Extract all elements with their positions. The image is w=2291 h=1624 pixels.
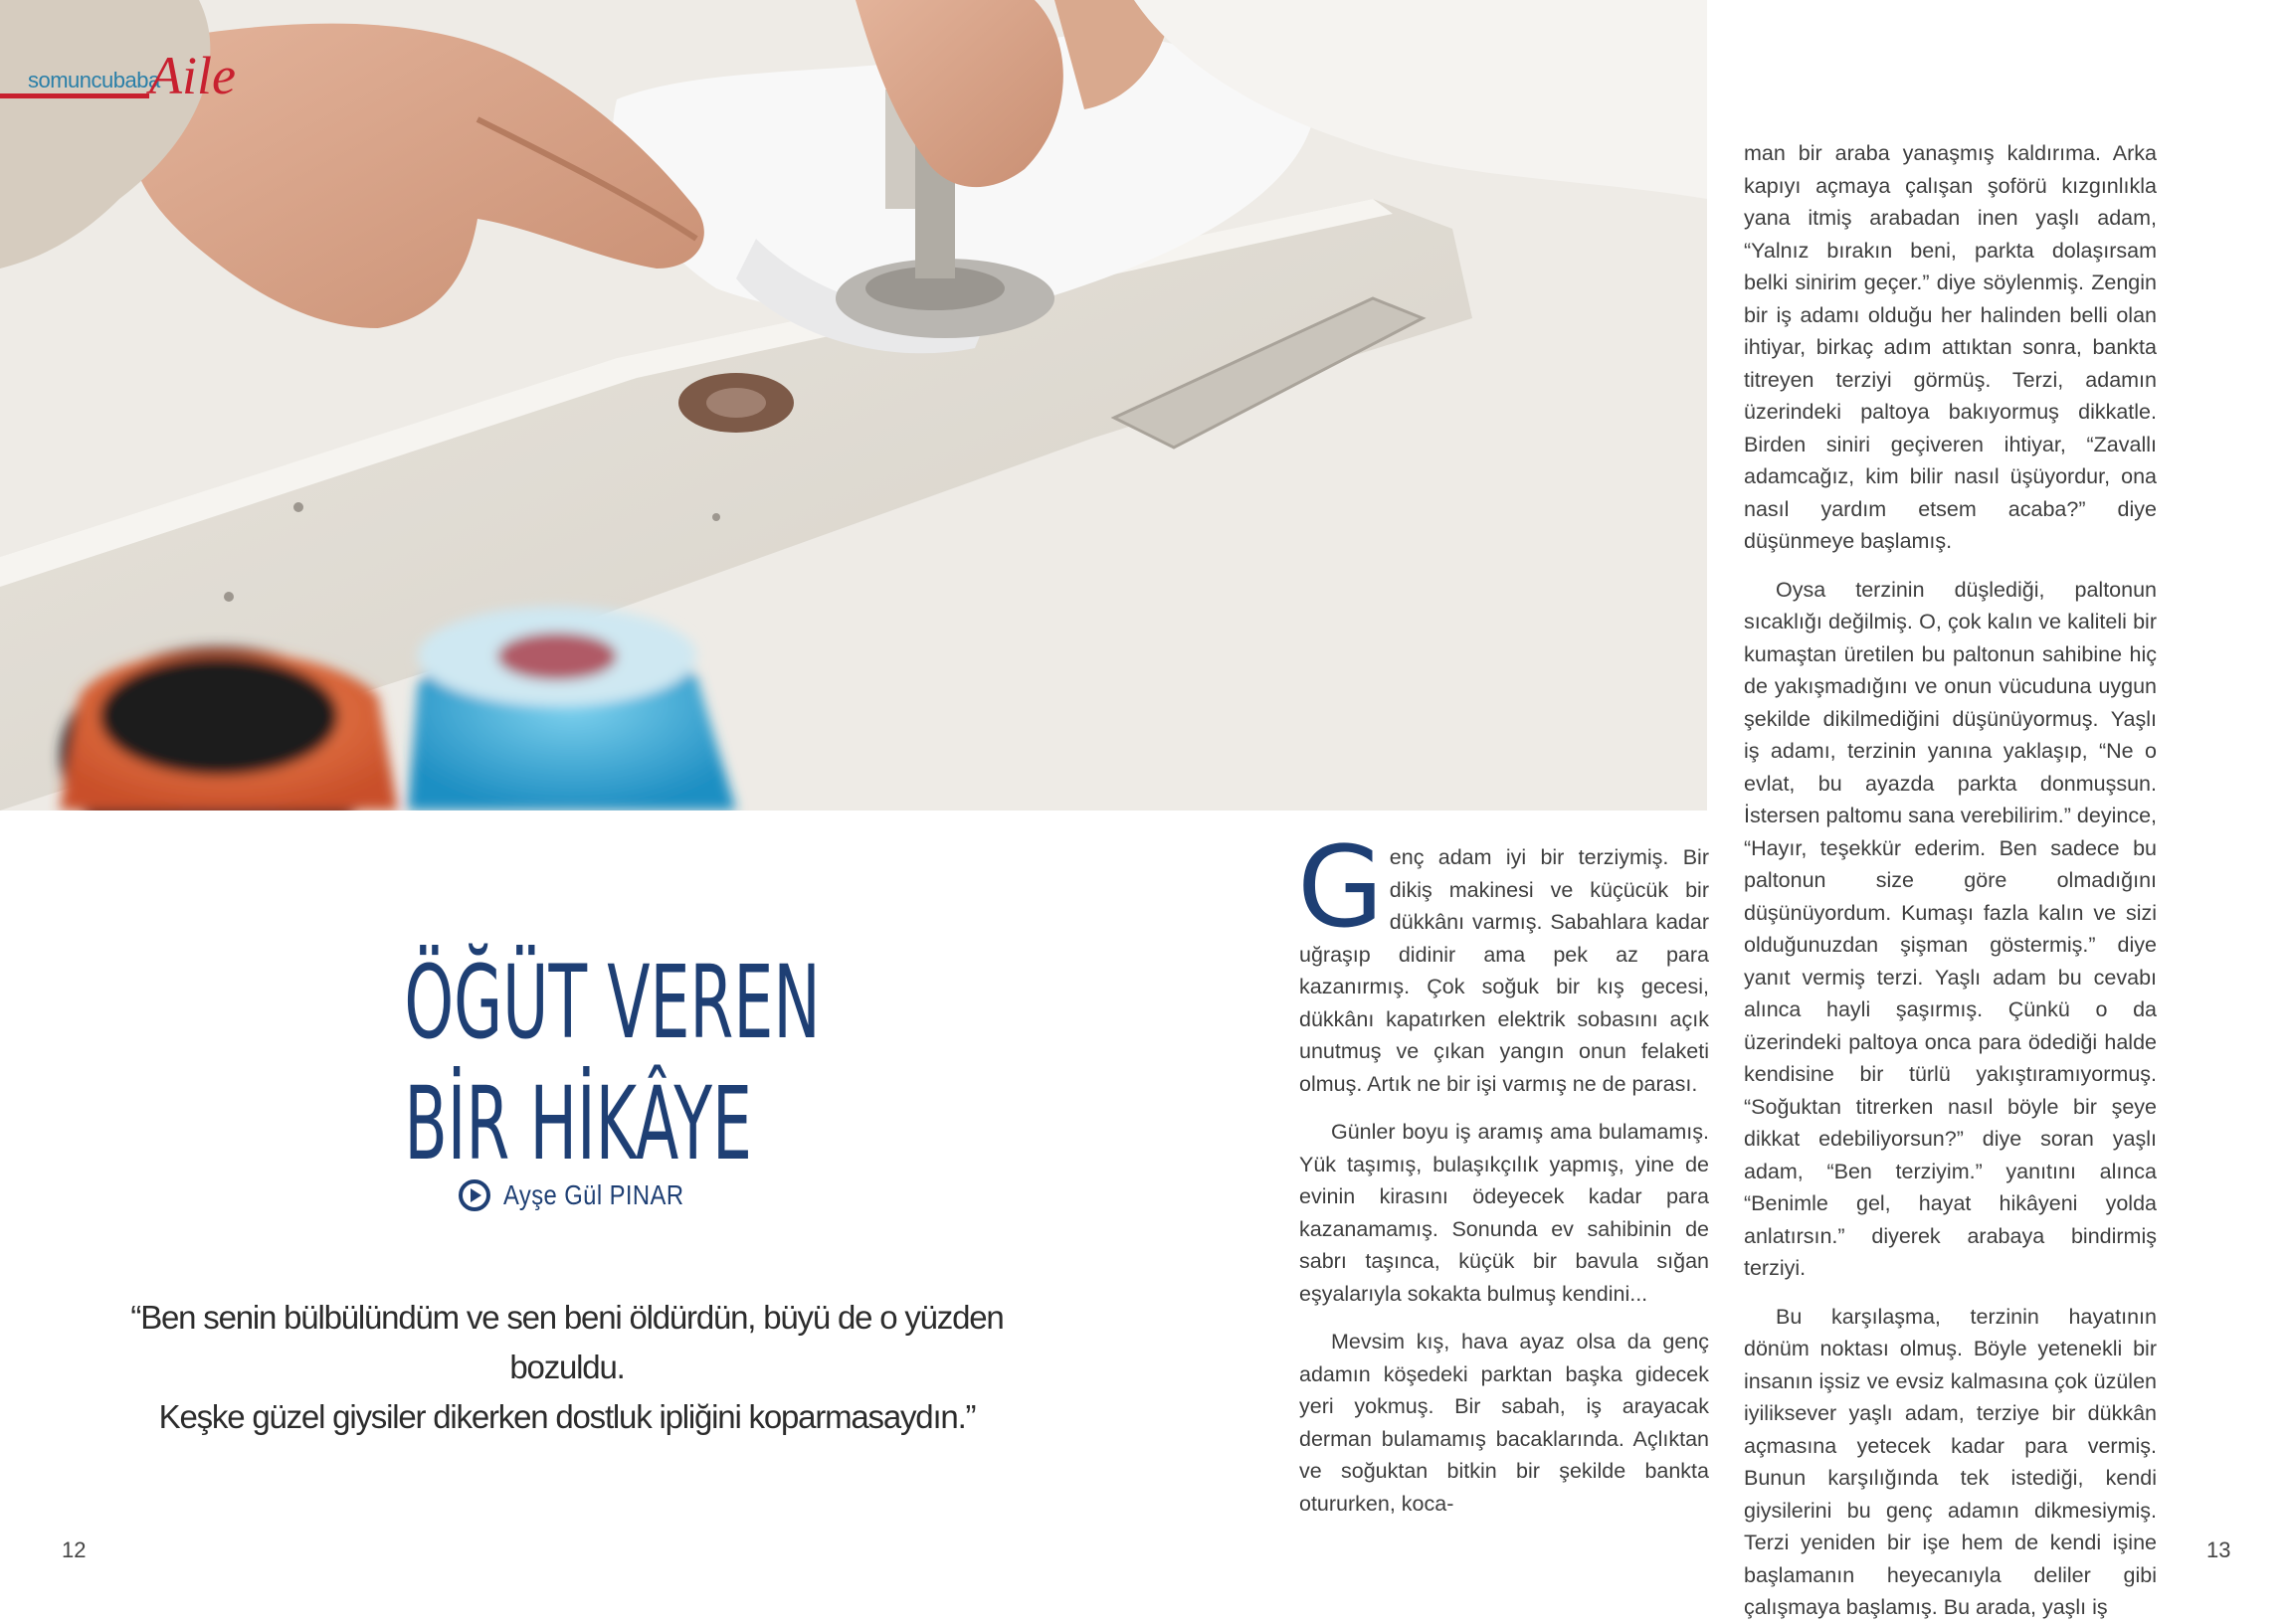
pull-quote bbox=[129, 1293, 1005, 1442]
paragraph-3: Mevsim kış, hava ayaz olsa da genç adamın köşedeki parktan başka gidecek yeri yokmuş. Bir sabah, iş arayacak derman bulamamış bacaklarında. Açlıktan ve soğuktan bitkin bir şekilde bankta otururken, koca- bbox=[1299, 1330, 1709, 1516]
masthead-red-line bbox=[0, 93, 149, 98]
body-column-left bbox=[1297, 823, 1709, 1520]
masthead-section: Aile bbox=[149, 46, 236, 105]
magazine-masthead bbox=[0, 46, 259, 105]
masthead-brand: somuncubaba bbox=[28, 68, 160, 92]
author-name: Ayşe Gül PINAR bbox=[503, 1179, 684, 1210]
play-circle-icon bbox=[458, 1178, 491, 1212]
quote-line-2: Keşke güzel giysiler dikerken dostluk ipliğini koparmasaydın.” bbox=[158, 1398, 976, 1435]
sewing-machine-illustration bbox=[0, 0, 1707, 811]
title-line-1: ÖĞÜT VEREN bbox=[404, 944, 821, 1063]
sewing-machine-photo bbox=[0, 0, 1707, 811]
body-column-right bbox=[1744, 137, 2157, 1624]
paragraph-6: Bu karşılaşma, terzinin hayatının dönüm noktası olmuş. Böyle yetenekli bir insanın işsiz ve evsiz kalmasına çok üzülen iyiliksever yaşlı adam, terziye bir dükkân açmasına yetecek kadar para vermiş. Bunun karşılığında tek istediği, kendi giysilerini bu genç adamın dikmesiymiş. Terzi yeniden bir işe hem de kendi işine başlamanın heyecanıyla deliler gibi çalışmaya başlamış. Bu arada, yaşlı iş bbox=[1744, 1304, 2157, 1619]
page-number-right: 13 bbox=[2206, 1537, 2231, 1562]
paragraph-2: Günler boyu iş aramış ama bulamamış. Yük taşımış, bulaşıkçılık yapmış, yine de evinin kirasını ödeyecek kadar para kazanamamış. Sonunda ev sahibinin de sabrı taşınca, küçük bir bavula sığan eşyalarıyla sokakta bulmuş kendini... bbox=[1299, 1120, 1709, 1306]
paragraph-4: man bir araba yanaşmış kaldırıma. Arka kapıyı açmaya çalışan şoförü kızgınlıkla yana itmiş arabadan inen yaşlı adam, “Yalnız bırakın beni, parkta dolaşırsam belki sinirim geçer.” diye söylenmiş. Zengin bir iş adamı olduğu her halinden belli olan ihtiyar, birkaç adım attıktan sonra, bankta titreyen terziyi görmüş. Terzi, adamın üzerindeki paltoya bakıyormuş dikkatle. Birden siniri geçiveren ihtiyar, “Zavallı adamcağız, kim bilir nasıl üşüyordur, ona nasıl yardım etsem acaba?” diye düşünmeye başlamış. bbox=[1744, 141, 2157, 553]
article-title bbox=[404, 943, 821, 1185]
drop-cap: G bbox=[1297, 823, 1384, 953]
paragraph-1-text: enç adam iyi bir terziymiş. Bir dikiş makinesi ve küçücük bir dükkânı varmış. Sabahlara kadar uğraşıp didinir ama pek az para kazanırmış. Çok soğuk bir kış gecesi, dükkânı kapatırken elektrik sobasını açık unutmuş ve çıkan yangın onun felaketi olmuş. Artık ne bir işi varmış ne de parası. bbox=[1299, 845, 1709, 1096]
page-number-left: 12 bbox=[62, 1537, 87, 1562]
title-line-2: BİR HİKÂYE bbox=[404, 1065, 752, 1184]
author-byline bbox=[458, 1175, 715, 1215]
paragraph-5: Oysa terzinin düşlediği, paltonun sıcaklığı değilmiş. O, çok kalın ve kaliteli bir kumaştan üretilen bu paltonun sahibine hiç de yakışmadığını ve onun vücuduna uygun şekilde dikilmediğini düşünüyormuş. Yaşlı iş adamı, terzinin yanına yaklaşıp, “Ne o evlat, bu ayazda parkta donmuşsun. İstersen paltomu sana verebilirim.” deyince, “Hayır, teşekkür ederim. Ben sadece bu paltonun size göre olmadığını düşünüyordum. Kumaşı fazla kalın ve sizi olduğunuzdan şişman göstermiş.” diye yanıt vermiş terzi. Yaşlı adam bu cevabı alınca hayli şaşırmış. Çünkü o da üzerindeki paltoya onca para ödediği halde kendisine bir türlü yakıştıramıyormuş. “Soğuktan titrerken nasıl böyle bir şeye dikkat edebiliyorsun?” diye soran yaşlı adam, “Ben terziyim.” yanıtını alınca “Benimle gel, hayat hikâyeni yolda anlatırsın.” diyerek arabaya bindirmiş terziyi. bbox=[1744, 577, 2157, 1280]
paragraph-1 bbox=[1297, 823, 1709, 1100]
quote-line-1: “Ben senin bülbülündüm ve sen beni öldürdün, büyü de o yüzden bozuldu. bbox=[130, 1299, 1004, 1385]
